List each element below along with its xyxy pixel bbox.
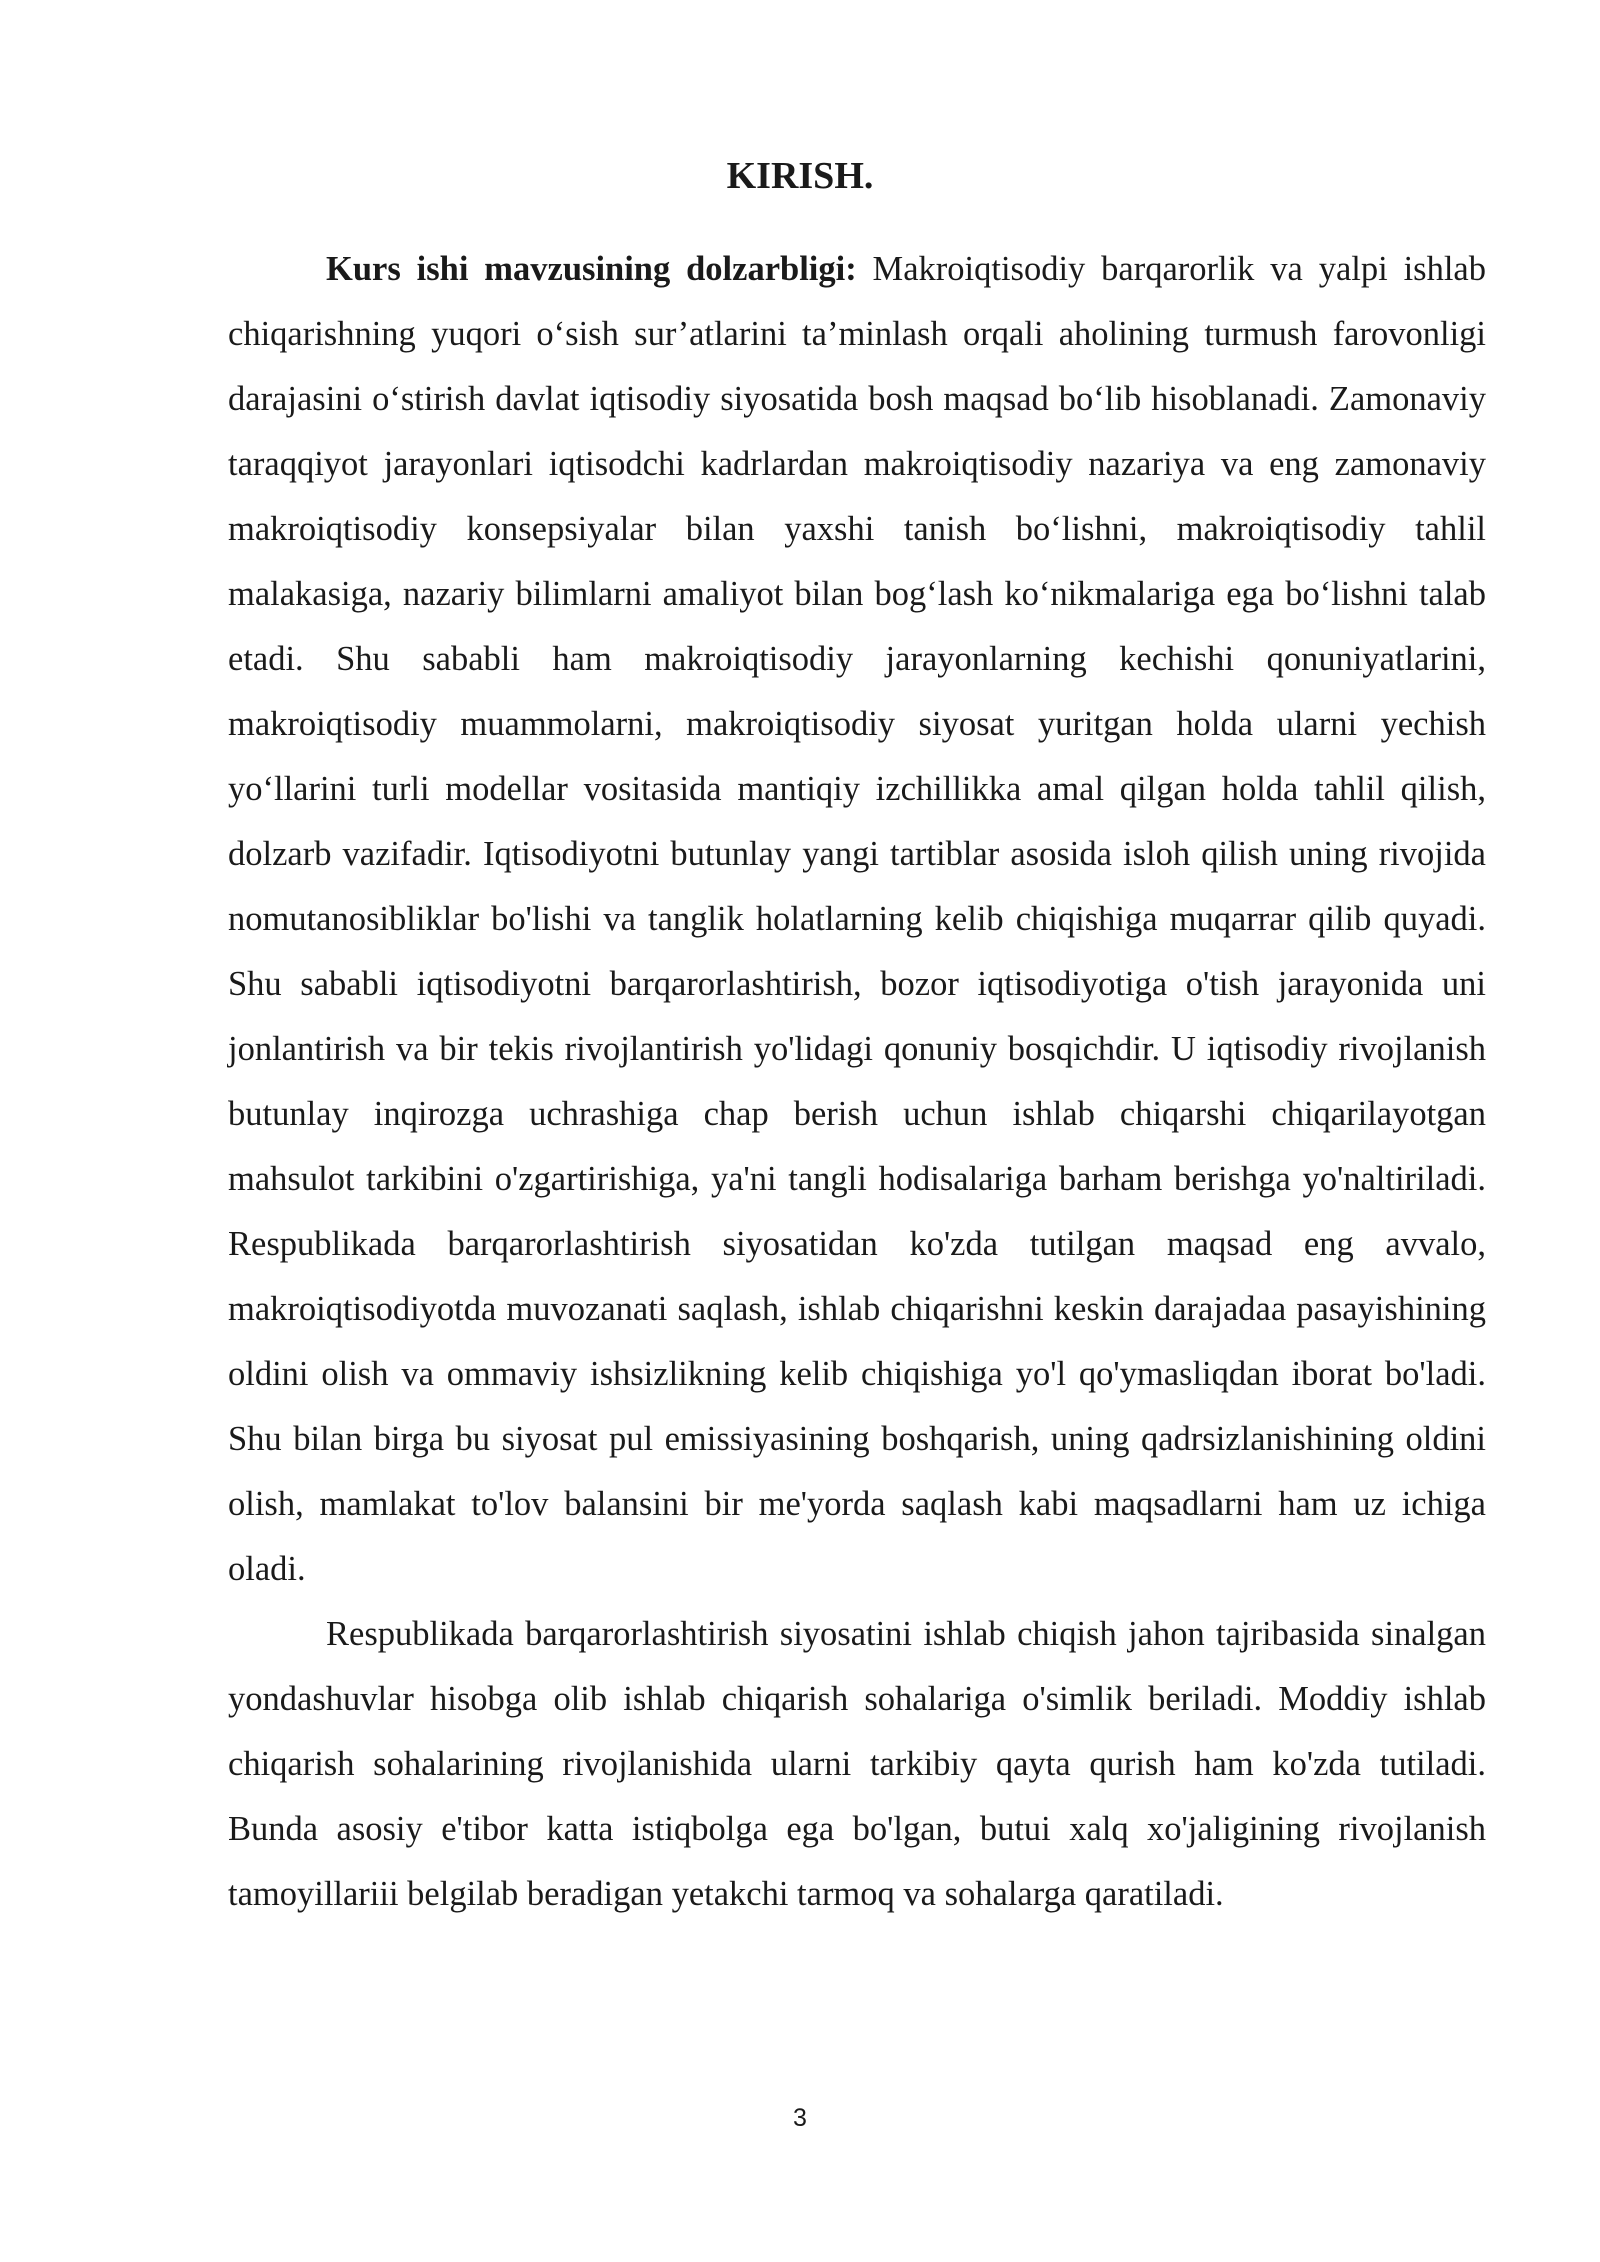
paragraph-text: Respublikada barqarorlashtirish siyosatini ishlab chiqish jahon tajribasida sinalgan yondashuvlar hisobga olib ishlab chiqarish sohalariga o'simlik beriladi. Moddiy ishlab chiqarish sohalarining rivojlanishida ularni tarkibiy qayta qurish ham ko'zda tutiladi. Bunda asosiy e'tibor katta istiqbolga ega bo'lgan, butui xalq xo'jaligining rivojlanish tamoyillariii belgilab beradigan yetakchi tarmoq va sohalarga qaratiladi.	[228, 1615, 1486, 1913]
document-body	[228, 237, 1486, 1927]
heading-title: KIRISH	[726, 155, 864, 197]
paragraph-2	[228, 1602, 1486, 1927]
page-number: 3	[793, 2104, 807, 2132]
paragraph-lead: Kurs ishi mavzusining dolzarbligi:	[326, 250, 857, 288]
paragraph-text: Makroiqtisodiy barqarorlik va yalpi ishlab chiqarishning yuqori o‘sish sur’atlarini ta’minlash orqali aholining turmush farovonligi darajasini o‘stirish davlat iqtisodiy siyosatida bosh maqsad bo‘lib hisoblanadi. Zamonaviy taraqqiyot jarayonlari iqtisodchi kadrlardan makroiqtisodiy nazariya va eng zamonaviy makroiqtisodiy konsepsiyalar bilan yaxshi tanish bo‘lishni, makroiqtisodiy tahlil malakasiga, nazariy bilimlarni amaliyot bilan bog‘lash ko‘nikmalariga ega bo‘lishni talab etadi. Shu sababli ham makroiqtisodiy jarayonlarning kechishi qonuniyatlarini, makroiqtisodiy muammolarni, makroiqtisodiy siyosat yuritgan holda ularni yechish yo‘llarini turli modellar vositasida mantiqiy izchillikka amal qilgan holda tahlil qilish, dolzarb vazifadir. Iqtisodiyotni butunlay yangi tartiblar asosida isloh qilish uning rivojida nomutanosibliklar bo'lishi va tanglik holatlarning kelib chiqishiga muqarrar qilib quyadi. Shu sababli iqtisodiyotni barqarorlashtirish, bozor iqtisodiyotiga o'tish jarayonida uni jonlantirish va bir tekis rivojlantirish yo'lidagi qonuniy bosqichdir. U iqtisodiy rivojlanish butunlay inqirozga uchrashiga chap berish uchun ishlab chiqarshi chiqarilayotgan mahsulot tarkibini o'zgartirishiga, ya'ni tangli hodisalariga barham berishga yo'naltiriladi. Respublikada barqarorlashtirish siyosatidan ko'zda tutilgan maqsad eng avvalo, makroiqtisodiyotda muvozanati saqlash, ishlab chiqarishni keskin darajadaa pasayishining oldini olish va ommaviy ishsizlikning kelib chiqishiga yo'l qo'ymasliqdan iborat bo'ladi. Shu bilan birga bu siyosat pul emissiyasining boshqarish, uning qadrsizlanishining oldini olish, mamlakat to'lov balansini bir me'yorda saqlash kabi maqsadlarni ham uz ichiga oladi.	[228, 250, 1486, 1588]
page-heading	[0, 152, 1600, 200]
paragraph-1	[228, 237, 1486, 1602]
heading-suffix: .	[863, 155, 874, 197]
